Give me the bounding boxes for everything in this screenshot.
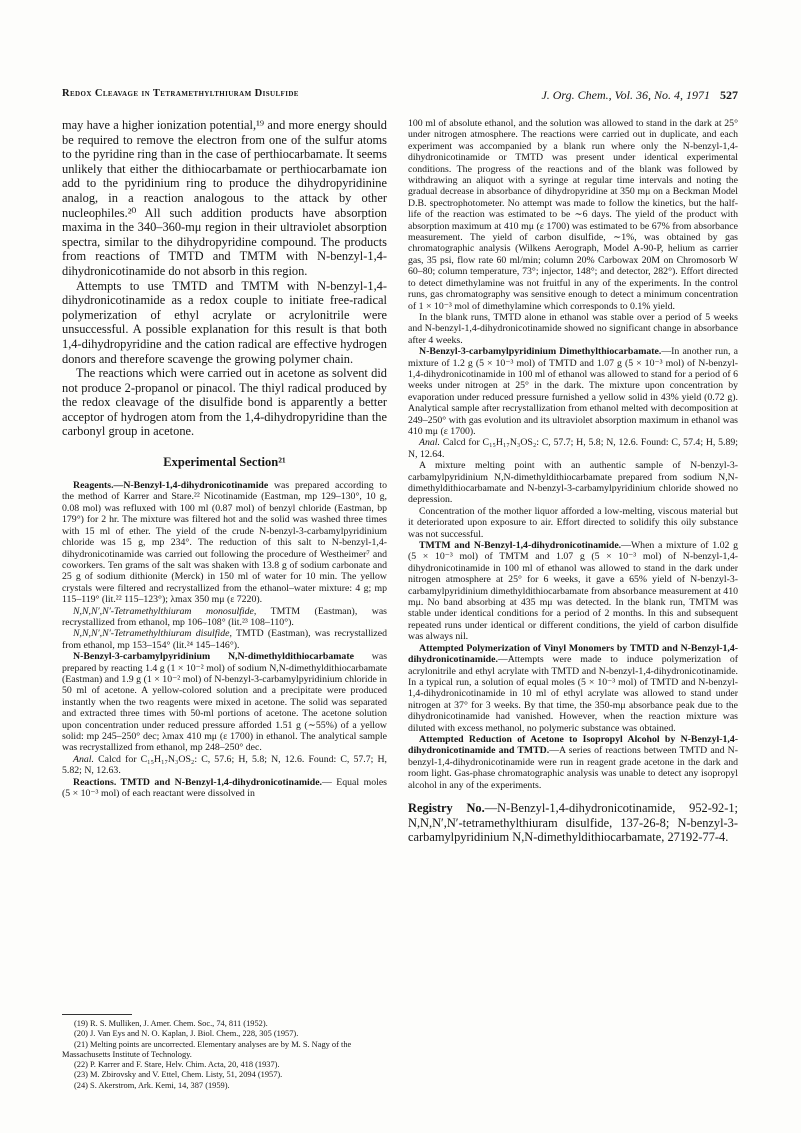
tmtm-reaction-lead: TMTM and N-Benzyl-1,4-dihydronicotinamide. <box>419 540 622 552</box>
reagents-lead: Reagents.—N-Benzyl-1,4-dihydronicotinamide <box>73 480 269 492</box>
reduction-body: —A series of reactions between TMTD and N-benzyl-1,4-dihydronicotinamide were run in reagent grade acetone in the dark and room light. Gas-phase chromatographic analysis was unable to detect any isopropyl alcohol in any of the experiments. <box>408 745 738 791</box>
right-anal-body: Calcd for C₁₅H₁₇N₃OS₂: C, 57.7; H, 5.8; N, 12.6. Found: C, 57.4; H, 5.89; N, 12.64. <box>408 437 738 460</box>
footnote-21: (21) Melting points are uncorrected. Elementary analyses are by M. S. Nagy of the Massachusetts Institute of Technology. <box>62 1039 352 1059</box>
polymerization-lead: Attempted Polymerization of Vinyl Monomers by TMTD and N-Benzyl-1,4-dihydronicotinamide. <box>408 642 738 666</box>
tmtd-paragraph <box>62 628 387 651</box>
tmtm-paragraph <box>62 606 387 629</box>
tmtm-lead: N,N,N′,N′-Tetramethylthiuram monosulfide, <box>73 605 257 617</box>
polymerization-paragraph <box>408 643 738 734</box>
right-anal-paragraph <box>408 437 738 460</box>
running-head-citation <box>541 88 738 103</box>
reduction-lead: Attempted Reduction of Acetone to Isopropyl Alcohol by N-Benzyl-1,4-dihydronicotinamide and TMTD. <box>408 733 738 757</box>
left-column <box>62 118 387 799</box>
carbamyl-body: was prepared by reacting 1.4 g (1 × 10⁻² mol) of sodium N,N-dimethyldithiocarbamate (Eastman) and 1.9 g (1 × 10⁻² mol) of N-benzyl-3-carbamylpyridinium chloride in 50 ml of acetone. A yellow-colored solution and a precipitate were produced instantly when the two reagents were mixed in acetone. The solid was separated and extracted three times with 50-ml portions of acetone. The acetone solution upon concentration under reduced pressure afforded 1.51 g (∼55%) of a yellow solid: mp 245–250° dec; λmax 410 mμ (ε 1700) in ethanol. The analytical sample was recrystallized from ethanol, mp 248–250° dec. <box>62 651 388 754</box>
right-column <box>408 118 738 845</box>
running-head-title: Redox Cleavage in Tetramethylthiuram Disulfide <box>62 88 299 99</box>
footnote-19: (19) R. S. Mulliken, J. Amer. Chem. Soc., 74, 811 (1952). <box>74 1019 268 1028</box>
footnote-22: (22) P. Karrer and F. Stare, Helv. Chim. Acta, 20, 418 (1937). <box>74 1060 280 1070</box>
reduction-paragraph <box>408 734 738 791</box>
dithiocarbamate-lead: N-Benzyl-3-carbamylpyridinium Dimethylthiocarbamate. <box>419 346 662 358</box>
footnote-20: (20) J. Van Eys and N. O. Kaplan, J. Biol. Chem., 228, 305 (1957). <box>74 1029 299 1039</box>
experimental-text <box>62 480 387 799</box>
right-anal-lead: Anal. <box>419 437 440 449</box>
reagents-paragraph <box>62 480 387 605</box>
footnote-23: (23) M. Zbirovsky and V. Ettel, Chem. Listy, 51, 2094 (1957). <box>74 1070 283 1080</box>
reactions-lead: Reactions. TMTD and N-Benzyl-1,4-dihydronicotinamide. <box>73 776 322 788</box>
carbamyl-lead: N-Benzyl-3-carbamylpyridinium N,N-dimethyldithiocarbamate <box>73 651 354 663</box>
anal-paragraph <box>62 754 387 777</box>
anal-lead: Anal. <box>73 753 94 765</box>
footnotes <box>62 1014 387 1091</box>
tmtd-lead: N,N,N′,N′-Tetramethylthiuram disulfide, <box>73 628 232 640</box>
tmtm-reaction-body: —When a mixture of 1.02 g (5 × 10⁻³ mol) of TMTM and 1.07 g (5 × 10⁻³ mol) of N-benzyl-1,4-dihydronicotinamide in 100 ml of ethanol was allowed to stand in the dark under nitrogen atmosphere at 25° for 6 weeks, it gave a 65% yield of N-benzyl-3-carbamylpyridinium dimethyldithiocarbamate from absorbance measurement at 410 mμ. No band absorbing at 435 mμ was detected. In the blank run, TMTM was stable under identical conditions for a period of 2 months. In this and subsequent repeated runs under identical or different conditions, the yield of carbon disulfide was always nil. <box>408 540 738 643</box>
carbamyl-paragraph <box>62 651 387 754</box>
footnote-rule <box>62 1014 132 1015</box>
dithiocarbamate-body: —In another run, a mixture of 1.2 g (5 × 10⁻³ mol) of TMTD and 1.07 g (5 × 10⁻³ mol) of N-benzyl-1,4-dihydronicotinamide in 100 ml of ethanol was allowed to stand for a period of 6 weeks under nitrogen at 25° in the dark. The mixture upon concentration by evaporation under reduced pressure furnished a yellow solid in 43% yield (0.72 g). Analytical sample after recrystallization from ethanol melted with decomposition at 249–250° with gas evolution and its ultraviolet absorption maximum in ethanol was 410 mμ (ε 1700). <box>408 346 738 437</box>
discussion-text <box>62 118 387 439</box>
tmtm-body: TMTM (Eastman), was recrystallized from ethanol, mp 106–108° (lit.²³ 108–110°). <box>62 605 387 628</box>
reaction-procedure-paragraph: 100 ml of absolute ethanol, and the solution was allowed to stand in the dark at 25° under nitrogen atmosphere. The reactions were carried out in duplicate, and each experiment was accompanied by a blank run where only the N-benzyl-1,4-dihydronicotinamide or TMTD was present under identical experimental conditions. The progress of the reactions and of the blank was followed by withdrawing an aliquot with a syringe at regular time intervals and noting the gradual decrease in absorbance of dihydropyridine at 350 mμ on a Beckman Model D.B. spectrophotometer. No attempt was made to follow the kinetics, but the half-life of the reaction was estimated to be ∼6 days. The yield of the product with absorption maximum at 410 mμ (ε 1700) was estimated to be 67% from absorbance measurement. The yield of carbon disulfide, ∼1%, was obtained by gas chromatographic analysis (Wilkens Aerograph, Model A-90-P, helium as carrier gas, 35 psi, flow rate 60 ml/min; column 20% Carbowax 20M on Chromosorb W 60–80; column temperature, 73°; injector, 148°; and detector, 282°). Effort directed to detect dimethylamine was not fruitful in any of the experiments. In the control runs, gas chromatography was sensitive enough to detect a minimum concentration of 1 × 10⁻³ mol of dimethylamine which corresponds to 0.1% yield. <box>408 118 738 312</box>
experimental-section-heading: Experimental Section²¹ <box>163 455 286 470</box>
right-experimental-text <box>408 118 738 791</box>
running-head <box>62 88 738 108</box>
anal-body: Calcd for C₁₅H₁₇N₃OS₂: C, 57.6; H, 5.8; N, 12.6. Found: C, 57.7; H, 5.82; N, 12.63. <box>62 753 388 777</box>
reactions-body: — Equal moles (5 × 10⁻³ mol) of each reactant were dissolved in <box>62 776 387 800</box>
discussion-paragraph-3: The reactions which were carried out in acetone as solvent did not produce 2-propanol or pinacol. The thiyl radical produced by the redox cleavage of the disulfide bond is apparently a better acceptor of hydrogen atom from the 1,4-dihydropyridine than the carbonyl group in acetone. <box>62 366 387 439</box>
reagents-body: was prepared according to the method of Karrer and Stare.²² Nicotinamide (Eastman, mp 129–130°, 10 g, 0.08 mol) was refluxed with 100 ml (0.87 mol) of benzyl chloride (Eastman, bp 179°) for 2 hr. The mixture was filtered hot and the solid was washed three times with 15 ml of ether. The yield of the crude N-benzyl-3-carbamylpyridinium chloride was 15 g, mp 234°. The reduction of this salt to N-benzyl-1,4-dihydronicotinamide was carried out following the procedure of Westheimer⁷ and coworkers. Ten grams of the salt was shaken with 13.8 g of sodium carbonate and 25 g of sodium dithionite (Merck) in 150 ml of water for 10 min. The yellow crystals were filtered and recrystallized from the ethanol–water mixture: 4 g; mp 115–119° (lit.²² 115–123°); λmax 350 mμ (ε 7220). <box>62 480 388 606</box>
mother-liquor-paragraph: Concentration of the mother liquor afforded a low-melting, viscous material but it deteriorated upon exposure to air. Effort directed to solidify this oily substance was not successful. <box>408 505 738 540</box>
tmtd-body: TMTD (Eastman), was recrystallized from ethanol, mp 153–154° (lit.²⁴ 145–146°). <box>62 628 387 651</box>
blank-runs-paragraph: In the blank runs, TMTD alone in ethanol was stable over a period of 5 weeks and N-benzyl-1,4-dihydronicotinamide showed no significant change in absorbance after 4 weeks. <box>408 311 738 346</box>
registry-lead: Registry No. <box>408 800 485 815</box>
dithiocarbamate-paragraph <box>408 346 738 437</box>
registry-numbers <box>408 801 738 845</box>
footnote-24: (24) S. Akerstrom, Ark. Kemi, 14, 387 (1959). <box>74 1080 230 1090</box>
tmtm-reaction-paragraph <box>408 540 738 643</box>
mixture-melting-paragraph: A mixture melting point with an authentic sample of N-benzyl-3-carbamylpyridinium N,N-dimethyldithiocarbamate prepared from sodium N,N-dimethyldithiocarbamate and N-benzyl-3-carbamylpyridinium chloride showed no depression. <box>408 460 738 506</box>
discussion-paragraph-2: Attempts to use TMTD and TMTM with N-benzyl-1,4-dihydronicotinamide as a redox couple to initiate free-radical polymerization of ethyl acrylate or acrylonitrile were unsuccessful. A possible explanation for this result is that both 1,4-dihydropyridine and the cation radical are effective hydrogen donors and therefore scavenge the growing polymer chain. <box>62 278 387 366</box>
journal-citation: J. Org. Chem., Vol. 36, No. 4, 1971 <box>541 88 710 102</box>
polymerization-body: —Attempts were made to induce polymerization of acrylonitrile and ethyl acrylate with TMTD and N-benzyl-1,4-dihydronicotinamide. In a typical run, a solution of equal moles (5 × 10⁻³ mol) of TMTD and N-benzyl-1,4-dihydronicotinamide in 10 ml of ethyl acrylate was allowed to stand under nitrogen at 37° for 3 weeks. By that time, the 350-mμ absorbance peak due to the dihydronicotinamide had vanished. However, when the reaction mixture was diluted with excess methanol, no polymeric substance was obtained. <box>408 654 738 734</box>
registry-body: —N-Benzyl-1,4-dihydronicotinamide, 952-92-1; N,N,N′,N′-tetramethylthiuram disulfide, 137-26-8; N-benzyl-3-carbamylpyridinium N,N-dimethyldithiocarbamate, 27192-77-4. <box>408 800 738 845</box>
page-number: 527 <box>720 88 738 102</box>
reactions-paragraph <box>62 777 387 800</box>
discussion-paragraph-1: may have a higher ionization potential,¹⁹ and more energy should be required to remove the electron from one of the sulfur atoms to the pyridine ring than in the case of perthiocarbamate. It seems unlikely that either the dithiocarbamate or perthiocarbamate ion add to the pyridinium ring to produce the dihydropyridinine analog, in a reaction analogous to the attack by other nucleophiles.²⁰ All such addition products have absorption maxima in the 340–360-mμ region in their ultraviolet absorption spectra, similar to the dihydropyridine compound. The products from reactions of TMTD and TMTM with N-benzyl-1,4-dihydronicotinamide do not absorb in this region. <box>62 118 387 278</box>
